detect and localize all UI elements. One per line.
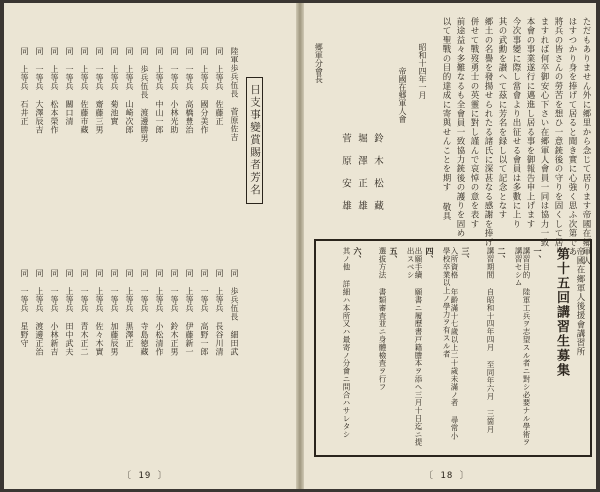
- roster-entry: 同 歩兵伍長 渡邊勝男: [140, 47, 149, 143]
- roster-entry: 同 一等兵 星野守: [20, 269, 29, 348]
- notice-section-number: 四、: [425, 247, 435, 263]
- book-gutter: [296, 3, 304, 489]
- signature-name: 鈴 木 松 藏: [372, 133, 383, 211]
- roster-entry: 同 上等兵 伊藤新一: [185, 269, 194, 356]
- roster-entry: 同 一等兵 關口清: [65, 47, 74, 126]
- roster-entry: 同 上等兵 佐々木實: [95, 269, 104, 356]
- notice-title: 第十五回講習生募集: [554, 247, 569, 378]
- roster-entry: 同 一等兵 高橋豊治: [185, 47, 194, 134]
- letter-sender: 帝國在郷軍人會: [398, 67, 407, 123]
- left-page: [4, 3, 296, 489]
- roster-entry: 同 一等兵 青木正二: [80, 269, 89, 356]
- roster-entry: 同 一等兵 小林光助: [170, 47, 179, 134]
- roster-entry: 同 一等兵 大澤辰吉: [35, 47, 44, 134]
- roster-entry: 同 上等兵 佐藤正: [215, 47, 224, 126]
- letter-line: 以て聖戰の目的達成に寄與せんことを期す 敬具: [441, 17, 451, 221]
- notice-section-text: 入所資格 年齡滿十七歲以上二十歲未滿ノ者 尋常小學校卒業以上ノ學力ヲ有スル者: [442, 247, 459, 440]
- roster-entry: 同 一等兵 寺島徳藏: [140, 269, 149, 356]
- signature-block: [314, 43, 426, 233]
- roster-entry: 同 上等兵 長谷川清: [215, 269, 224, 356]
- roster-entry: 同 上等兵 國分美作: [200, 47, 209, 134]
- letter-line: 前途益々多難なるも全會員一致協力銃後の護りを固め: [455, 17, 465, 238]
- letter-date: 昭和十四年一月: [418, 43, 427, 99]
- letter-line: はすつかり身を捧げて居ると聞き實に心強く思ふ次第であ: [567, 17, 577, 257]
- notice-section-number: 五、: [389, 247, 399, 263]
- roster-entry: 同 上等兵 佐藤市藏: [80, 47, 89, 134]
- roster-entry: 同 上等兵 小松清作: [155, 269, 164, 356]
- letter-line: ただもありません外に郷里から念じて居ります帝國在郷軍人: [581, 17, 591, 266]
- roster-entry: 同 一等兵 高野一郎: [200, 269, 209, 356]
- signature-name: 堀 澤 正 雄: [356, 133, 367, 211]
- roster-entry: 同 上等兵 菊池實: [110, 47, 119, 126]
- notice-section-text: 講習期間 自昭和十四年四月 至同年六月 三箇月: [486, 247, 495, 434]
- notice-section-number: 六、: [353, 247, 363, 263]
- roster-entry: 同 上等兵 田中武夫: [65, 269, 74, 356]
- notice-section-text: 其ノ他 詳細ハ本所又ハ最寄ノ分會ニ問合ハサレタシ: [342, 247, 351, 439]
- book-spread: [4, 3, 596, 489]
- letter-line: 併せて戰歿勇士の英靈に對し謹んで哀悼の意を表す: [469, 17, 479, 229]
- roster-entry: 同 一等兵 齋藤三男: [95, 47, 104, 134]
- letter-line: 今次事變に際し當會より出征せる會員は多數に上り: [511, 17, 521, 229]
- roster-entry: 同 上等兵 石井正: [20, 47, 29, 126]
- page-number-right: 〔 18 〕: [424, 471, 470, 481]
- roster-entry: 同 歩兵伍長 細田武: [230, 269, 239, 356]
- letter-line: 將兵の皆さんの勞苦を想ひ一意銃後の守りを固くして居り: [553, 17, 563, 257]
- notice-org: 帝國在鄉軍人後援會講習所: [575, 247, 585, 357]
- recruitment-notice: [314, 239, 592, 457]
- notice-section-number: 一、: [533, 247, 543, 263]
- roster-entry: 同 一等兵 加藤辰男: [110, 269, 119, 356]
- letter-line: ますれば何卒御安心下さい在郷軍人會員一同は協力一致: [539, 17, 549, 247]
- notice-section-number: 三、: [461, 247, 471, 263]
- notice-section-text: 出願手續 願書ニ履歷書戸籍謄本ヲ添ヘ三月十日迄ニ提出スベシ: [406, 247, 423, 446]
- section-title: 日支事變賞賜者芳名: [246, 77, 263, 204]
- page-number-left: 〔 19 〕: [122, 471, 168, 481]
- letter-line: 其の武勳を讃へて茲に芳名を録し以て記念となす: [497, 17, 507, 220]
- roster-entry: 同 上等兵 松本榮作: [50, 47, 59, 134]
- right-page: [304, 3, 596, 489]
- letter-line: 郷土の名譽を發揚せられたる諸氏に深甚なる感謝を捧げ: [483, 17, 493, 247]
- signature-name: 菅 原 安 雄: [340, 133, 351, 211]
- signature-org: 郷軍分會長: [314, 43, 324, 83]
- roster-entry: 同 上等兵 渡邊正治: [35, 269, 44, 356]
- letter-line: 本會の事業遂行に邁進し居る事を御報告申上げます: [525, 17, 535, 229]
- roster-entry: 同 上等兵 黒澤正: [125, 269, 134, 348]
- notice-section-text: 選拔方法 書類審査並ニ身體檢査ヲ行フ: [378, 247, 387, 391]
- roster-entry: 同 一等兵 小林新吉: [50, 269, 59, 356]
- roster-entry: 陸軍歩兵伍長 菅原佐吉: [230, 47, 239, 142]
- roster-entry: 同 上等兵 中山一郎: [155, 47, 164, 134]
- roster-entry: 同 一等兵 鈴木正男: [170, 269, 179, 356]
- roster-list: [18, 47, 268, 447]
- notice-section-number: 二、: [497, 247, 507, 263]
- notice-section-text: 講習目的 陸軍工兵ヲ志望スル者ニ對シ必要ナル學術ヲ講習セシム: [514, 247, 531, 446]
- roster-entry: 同 上等兵 山崎次郎: [125, 47, 134, 134]
